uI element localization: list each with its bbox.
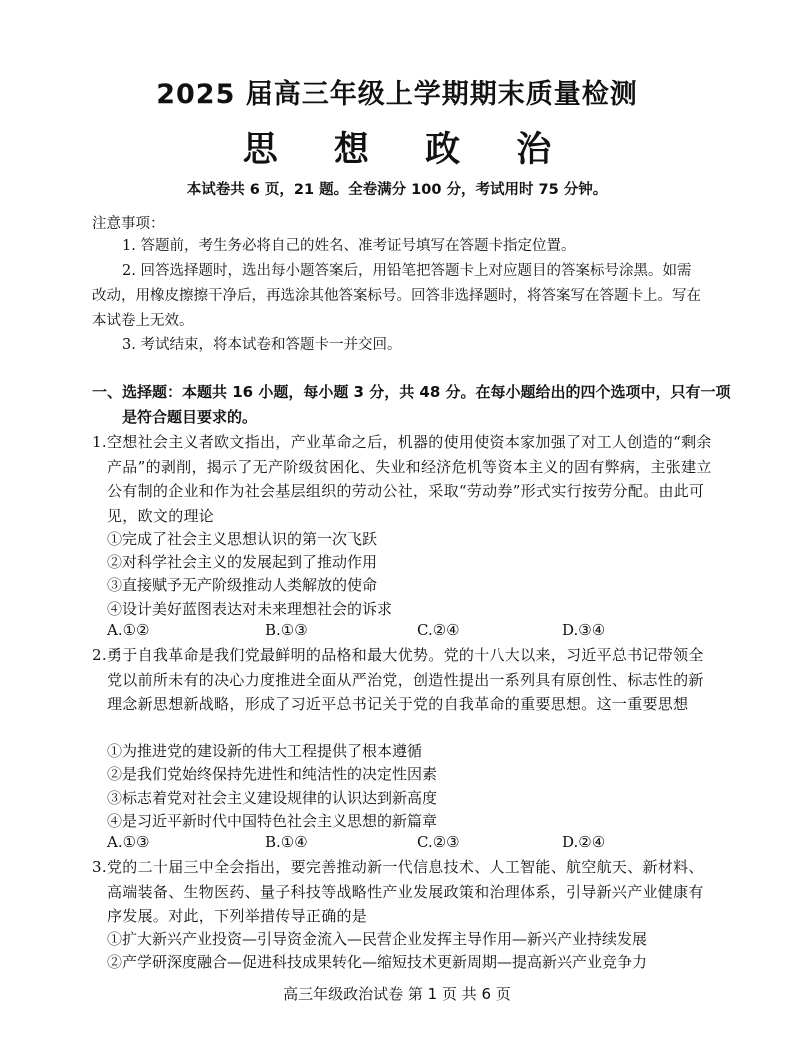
- note-item: 3. 考试结束，将本试卷和答题卡一并交回。: [122, 337, 402, 353]
- notes-heading: 注意事项：: [92, 216, 165, 232]
- option-item: ②对科学社会主义的发展起到了推动作用: [107, 553, 378, 571]
- choice-c: C.②③: [417, 833, 460, 851]
- section-heading: 一、选择题：本题共 16 小题，每小题 3 分，共 48 分。在每小题给出的四个选项中，只有一项是符合题目要求的。: [92, 383, 731, 426]
- answer-choices: [107, 833, 667, 855]
- question-number: 1.: [92, 433, 107, 451]
- option-item: ①完成了社会主义思想认识的第一次飞跃: [107, 530, 378, 548]
- choice-c: C.②④: [417, 621, 460, 639]
- page-footer: 高三年级政治试卷 第 1 页 共 6 页: [283, 985, 511, 1003]
- question-2: [92, 643, 713, 717]
- note-item: 2. 回答选择题时，选出每小题答案后，用铅笔把答题卡上对应题目的答案标号涂黑。如需改动，用橡皮擦擦干净后，再选涂其他答案标号。回答非选择题时，将答案写在答题卡上。写在本试卷上无效。: [92, 263, 701, 329]
- option-item: ①扩大新兴产业投资—引导资金流入—民营企业发挥主导作用—新兴产业持续发展: [107, 930, 648, 948]
- question-stem: 勇于自我革命是我们党最鲜明的品格和最大优势。党的十八大以来，习近平总书记带领全党以前所未有的决心力度推进全面从严治党，创造性提出一系列具有原创性、标志性的新理念新思想新战略，形成了习近平总书记关于党的自我革命的重要思想。这一重要思想: [107, 646, 704, 713]
- question-number: 2.: [92, 646, 107, 664]
- question-1: [92, 430, 713, 528]
- exam-info: 本试卷共 6 页，21 题。全卷满分 100 分，考试用时 75 分钟。: [186, 182, 608, 198]
- choice-b: B.①④: [265, 833, 308, 851]
- question-stem: 党的二十届三中全会指出，要完善推动新一代信息技术、人工智能、航空航天、新材料、高端装备、生物医药、量子科技等战略性产业发展政策和治理体系，引导新兴产业健康有序发展。对此，下列举措传导正确的是: [107, 858, 704, 925]
- choice-a: A.①③: [107, 833, 150, 851]
- exam-title: 2025 届高三年级上学期期末质量检测: [156, 79, 638, 110]
- choice-a: A.①②: [107, 621, 150, 639]
- question-3: [92, 855, 713, 929]
- question-number: 3.: [92, 858, 107, 876]
- question-stem: 空想社会主义者欧文指出，产业革命之后，机器的使用使资本家加强了对工人创造的“剩余产品”的剥削，揭示了无产阶级贫困化、失业和经济危机等资本主义的固有弊病，主张建立公有制的企业和作为社会基层组织的劳动公社，采取“劳动券”形式实行按劳分配。由此可见，欧文的理论: [107, 433, 712, 525]
- option-item: ②是我们党始终保持先进性和纯洁性的决定性因素: [107, 765, 438, 783]
- choice-b: B.①③: [265, 621, 308, 639]
- option-item: ④设计美好蓝图表达对未来理想社会的诉求: [107, 600, 393, 618]
- subject-title: 思 想 政 治: [242, 130, 574, 170]
- option-item: ③标志着党对社会主义建设规律的认识达到新高度: [107, 789, 438, 807]
- option-item: ④是习近平新时代中国特色社会主义思想的新篇章: [107, 812, 438, 830]
- choice-d: D.③④: [562, 621, 606, 639]
- option-item: ③直接赋予无产阶级推动人类解放的使命: [107, 576, 378, 594]
- option-item: ①为推进党的建设新的伟大工程提供了根本遵循: [107, 742, 423, 760]
- note-item: 1. 答题前，考生务必将自己的姓名、准考证号填写在答题卡指定位置。: [122, 238, 576, 254]
- choice-d: D.②④: [562, 833, 606, 851]
- option-item: ②产学研深度融合—促进科技成果转化—缩短技术更新周期—提高新兴产业竞争力: [107, 953, 648, 971]
- answer-choices: [107, 621, 667, 643]
